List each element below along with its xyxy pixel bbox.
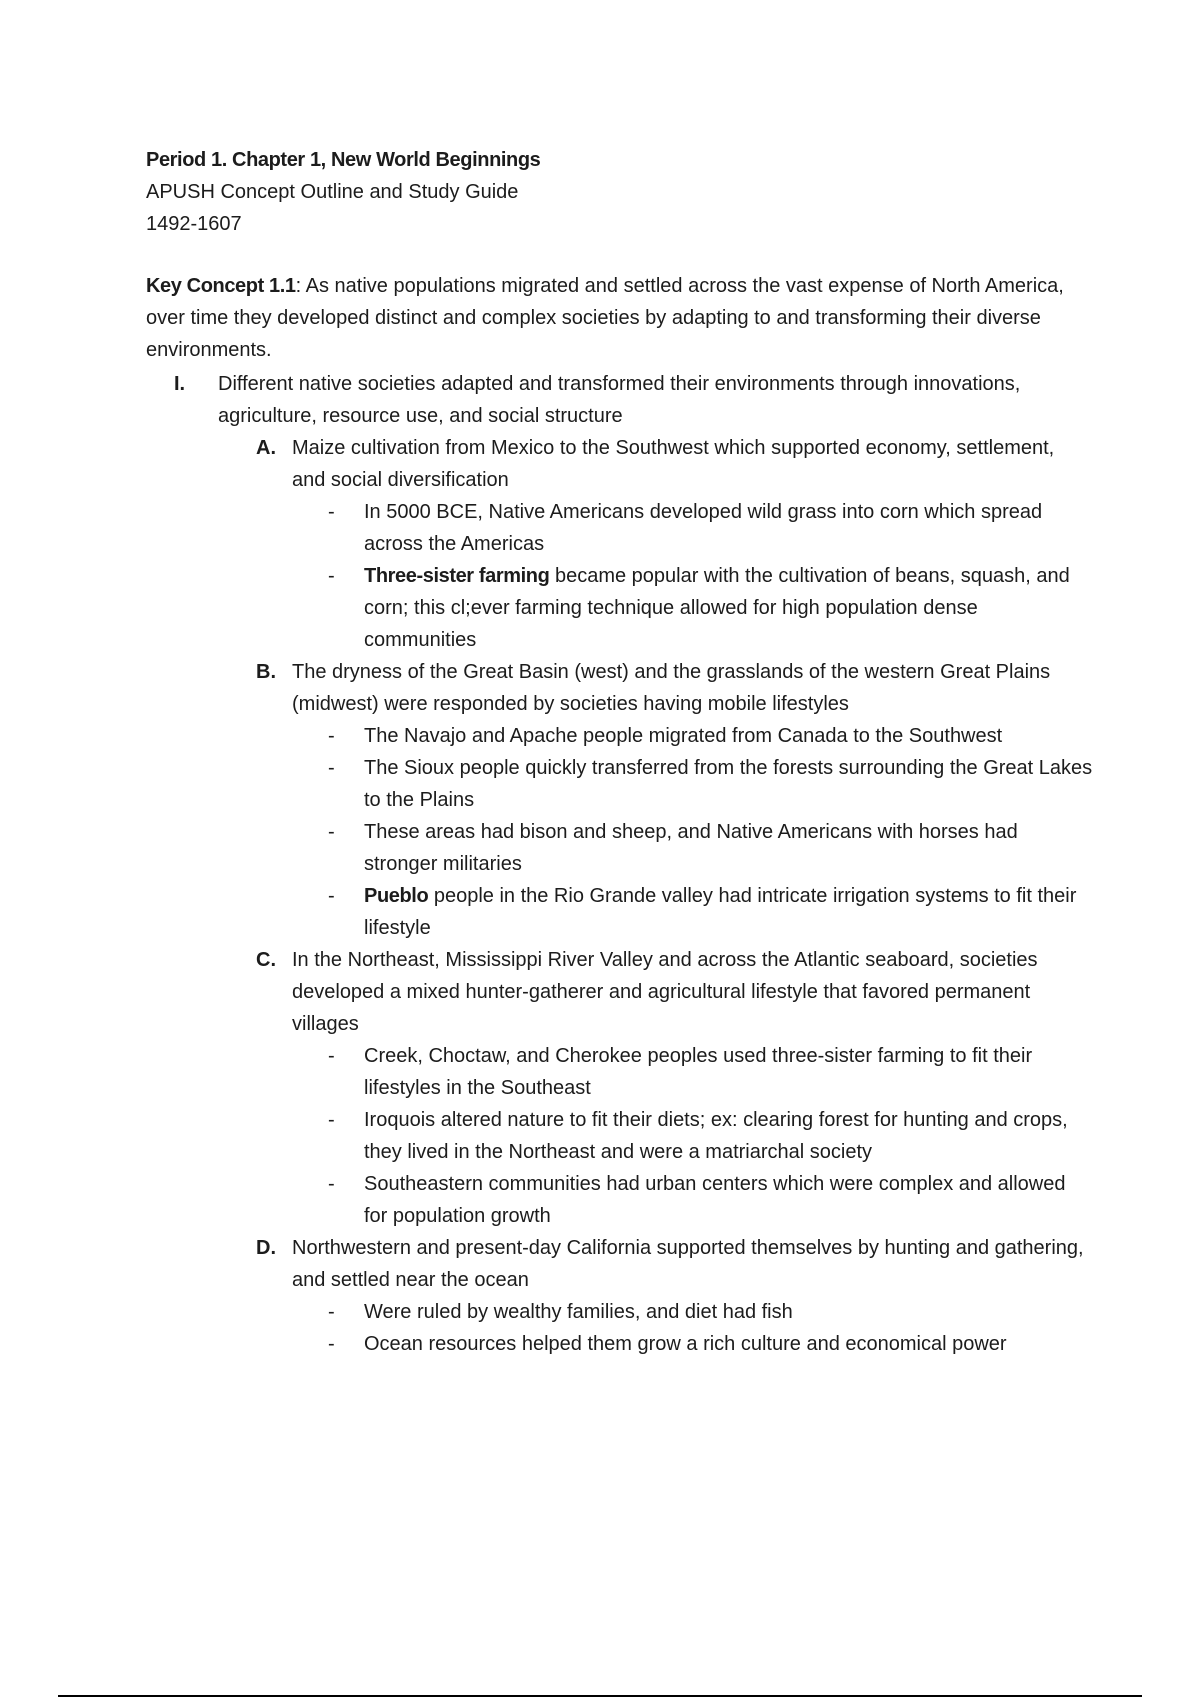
bold-term: Three-sister farming: [364, 565, 550, 587]
bullet-dash: -: [328, 565, 335, 587]
list-item: [328, 880, 1094, 944]
list-item: [328, 720, 1094, 752]
outline-item-text: The dryness of the Great Basin (west) and the grasslands of the western Great Plains (midwest) were responded by societies having mobile lifestyles: [292, 661, 1051, 715]
bullet-text: [364, 880, 1094, 944]
outline-item-C: [256, 944, 1086, 1040]
list-item: [328, 1328, 1094, 1360]
outline-item-A: [256, 432, 1086, 496]
bullet-dash: -: [328, 885, 335, 907]
list-item: [328, 816, 1094, 880]
key-concept-label: Key Concept 1.1: [146, 275, 296, 297]
outline-letter: C.: [256, 949, 276, 971]
bullet-dash: -: [328, 1333, 335, 1355]
outline-numeral: I.: [174, 373, 186, 395]
bullet-dash: -: [328, 757, 335, 779]
outline-item-text: Maize cultivation from Mexico to the Southwest which supported economy, settlement, and social diversification: [292, 437, 1055, 491]
bullet-text: In 5000 BCE, Native Americans developed wild grass into corn which spread across the Americas: [364, 501, 1043, 555]
list-item: [328, 1104, 1094, 1168]
outline-letter: D.: [256, 1237, 276, 1259]
bullet-text: Ocean resources helped them grow a rich culture and economical power: [364, 1333, 1007, 1355]
document-subtitle: APUSH Concept Outline and Study Guide: [146, 181, 519, 203]
outline-item-I: [174, 368, 1074, 432]
list-item: [328, 1168, 1094, 1232]
key-concept-colon: :: [295, 275, 302, 297]
bullet-text-rest: people in the Rio Grande valley had intricate irrigation systems to fit their lifestyle: [364, 885, 1077, 939]
bullet-text-rest: became popular with the cultivation of beans, squash, and corn; this cl;ever farming technique allowed for high population dense communities: [364, 565, 1070, 651]
outline-item-text: Northwestern and present-day California supported themselves by hunting and gathering, and settled near the ocean: [292, 1237, 1084, 1291]
bullet-dash: -: [328, 1173, 335, 1195]
bullet-dash: -: [328, 725, 335, 747]
bullet-text: Southeastern communities had urban centers which were complex and allowed for population growth: [364, 1173, 1066, 1227]
bullet-dash: -: [328, 1109, 335, 1131]
list-item: [328, 752, 1094, 816]
outline-item-text: In the Northeast, Mississippi River Valley and across the Atlantic seaboard, societies developed a mixed hunter-gatherer and agricultural lifestyle that favored permanent villages: [292, 949, 1038, 1035]
outline-letter: A.: [256, 437, 276, 459]
bullet-text: The Sioux people quickly transferred from the forests surrounding the Great Lakes to the Plains: [364, 757, 1093, 811]
bullet-text: These areas had bison and sheep, and Native Americans with horses had stronger militaries: [364, 821, 1018, 875]
bullet-dash: -: [328, 501, 335, 523]
bullet-text: Iroquois altered nature to fit their diets; ex: clearing forest for hunting and crops, they lived in the Northeast and were a matriarchal society: [364, 1109, 1068, 1163]
key-concept-text: As native populations migrated and settled across the vast expense of North America, over time they developed distinct and complex societies by adapting to and transforming their diverse environments.: [146, 275, 1064, 361]
bold-term: Pueblo: [364, 885, 429, 907]
bullet-text: Creek, Choctaw, and Cherokee peoples used three-sister farming to fit their lifestyles in the Southeast: [364, 1045, 1033, 1099]
bullet-text: The Navajo and Apache people migrated from Canada to the Southwest: [364, 725, 1003, 747]
document-title: Period 1. Chapter 1, New World Beginnings: [146, 149, 541, 171]
outline-letter: B.: [256, 661, 276, 683]
list-item: [328, 1296, 1094, 1328]
outline-item-text: Different native societies adapted and transformed their environments through innovations, agriculture, resource use, and social structure: [218, 373, 1021, 427]
bullet-dash: -: [328, 1045, 335, 1067]
list-item: [328, 1040, 1094, 1104]
key-concept-paragraph: [146, 270, 1076, 366]
bullet-dash: -: [328, 1301, 335, 1323]
outline-item-B: [256, 656, 1086, 720]
bullet-text: Were ruled by wealthy families, and diet had fish: [364, 1301, 793, 1323]
list-item: [328, 496, 1094, 560]
bullet-dash: -: [328, 821, 335, 843]
bullet-text: [364, 560, 1094, 656]
document-years: 1492-1607: [146, 213, 242, 235]
document-header: [146, 144, 540, 240]
list-item: [328, 560, 1094, 656]
footer-divider: [58, 1695, 1142, 1697]
outline-item-D: [256, 1232, 1086, 1296]
